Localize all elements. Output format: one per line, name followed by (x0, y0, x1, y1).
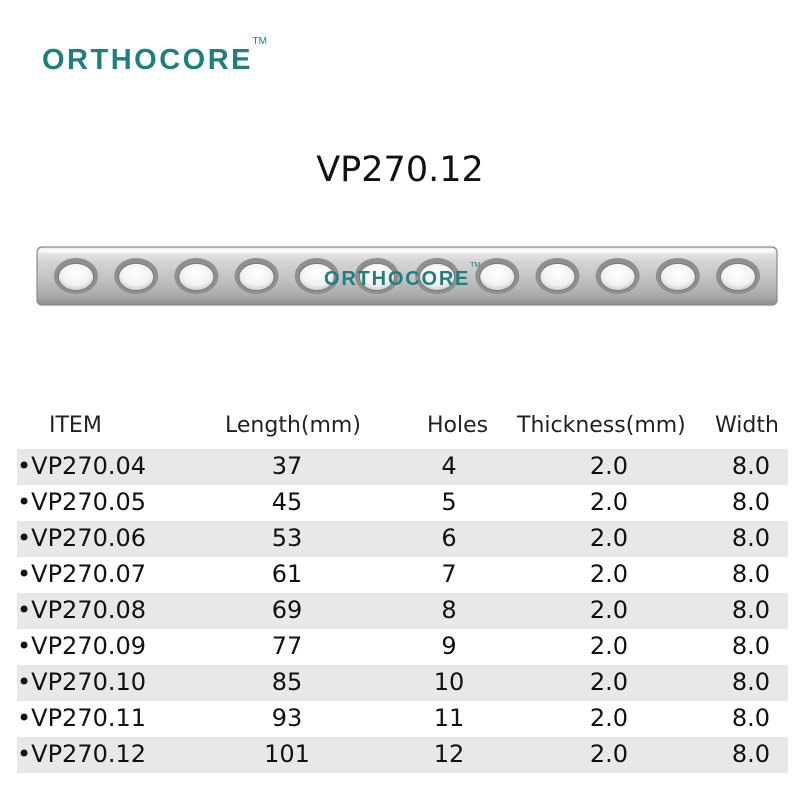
plate-hole (596, 258, 640, 294)
cell-length: 69 (271, 596, 303, 624)
cell-width: 8.0 (731, 704, 771, 732)
cell-thickness: 2.0 (589, 524, 629, 552)
plate-hole (535, 258, 579, 294)
header-holes: Holes (427, 413, 489, 438)
brand-logo (42, 36, 267, 77)
cell-item: •VP270.10 (17, 668, 147, 696)
cell-length: 53 (271, 524, 303, 552)
plate-hole (54, 258, 98, 294)
cell-thickness: 2.0 (589, 560, 629, 588)
cell-thickness: 2.0 (589, 596, 629, 624)
cell-holes: 4 (441, 452, 457, 480)
plate-brand-name: ORTHOCORE (324, 268, 471, 290)
cell-width: 8.0 (731, 632, 771, 660)
cell-holes: 6 (441, 524, 457, 552)
plate-hole (114, 258, 158, 294)
cell-holes: 7 (441, 560, 457, 588)
cell-width: 8.0 (731, 740, 771, 768)
cell-item: •VP270.05 (17, 488, 147, 516)
plate-engraved-logo (324, 262, 481, 291)
header-item: ITEM (49, 413, 102, 438)
cell-thickness: 2.0 (589, 740, 629, 768)
cell-item: •VP270.12 (17, 740, 147, 768)
cell-length: 93 (271, 704, 303, 732)
plate-hole (656, 258, 700, 294)
cell-length: 61 (271, 560, 303, 588)
cell-width: 8.0 (731, 488, 771, 516)
cell-holes: 5 (441, 488, 457, 516)
header-length: Length(mm) (225, 413, 361, 438)
table-row (17, 557, 788, 593)
cell-width: 8.0 (731, 452, 771, 480)
cell-width: 8.0 (731, 596, 771, 624)
cell-item: •VP270.06 (17, 524, 147, 552)
cell-width: 8.0 (731, 668, 771, 696)
plate-hole (475, 258, 519, 294)
cell-length: 101 (264, 740, 310, 768)
table-header-row (17, 405, 788, 449)
cell-holes: 9 (441, 632, 457, 660)
plate-hole (235, 258, 279, 294)
cell-holes: 12 (433, 740, 465, 768)
cell-item: •VP270.09 (17, 632, 147, 660)
cell-thickness: 2.0 (589, 488, 629, 516)
cell-thickness: 2.0 (589, 704, 629, 732)
cell-item: •VP270.11 (17, 704, 147, 732)
table-row (17, 701, 788, 737)
trademark-mark: TM (252, 36, 267, 47)
cell-item: •VP270.08 (17, 596, 147, 624)
header-width: Width (715, 413, 779, 438)
plate-hole (716, 258, 760, 294)
cell-length: 45 (271, 488, 303, 516)
cell-length: 37 (271, 452, 303, 480)
header-thickness: Thickness(mm) (517, 413, 686, 438)
table-row (17, 449, 788, 485)
cell-width: 8.0 (731, 524, 771, 552)
cell-length: 77 (271, 632, 303, 660)
spec-table (17, 405, 788, 773)
table-row (17, 485, 788, 521)
cell-item: •VP270.04 (17, 452, 147, 480)
product-title: VP270.12 (316, 150, 484, 190)
table-row (17, 629, 788, 665)
plate-hole (174, 258, 218, 294)
table-row (17, 593, 788, 629)
cell-thickness: 2.0 (589, 452, 629, 480)
cell-length: 85 (271, 668, 303, 696)
cell-width: 8.0 (731, 560, 771, 588)
cell-holes: 11 (433, 704, 465, 732)
cell-thickness: 2.0 (589, 632, 629, 660)
table-row (17, 737, 788, 773)
cell-holes: 8 (441, 596, 457, 624)
cell-item: •VP270.07 (17, 560, 147, 588)
cell-thickness: 2.0 (589, 668, 629, 696)
brand-name: ORTHOCORE (42, 44, 253, 76)
table-row (17, 665, 788, 701)
table-row (17, 521, 788, 557)
plate-trademark-mark: TM (470, 262, 481, 269)
cell-holes: 10 (433, 668, 465, 696)
